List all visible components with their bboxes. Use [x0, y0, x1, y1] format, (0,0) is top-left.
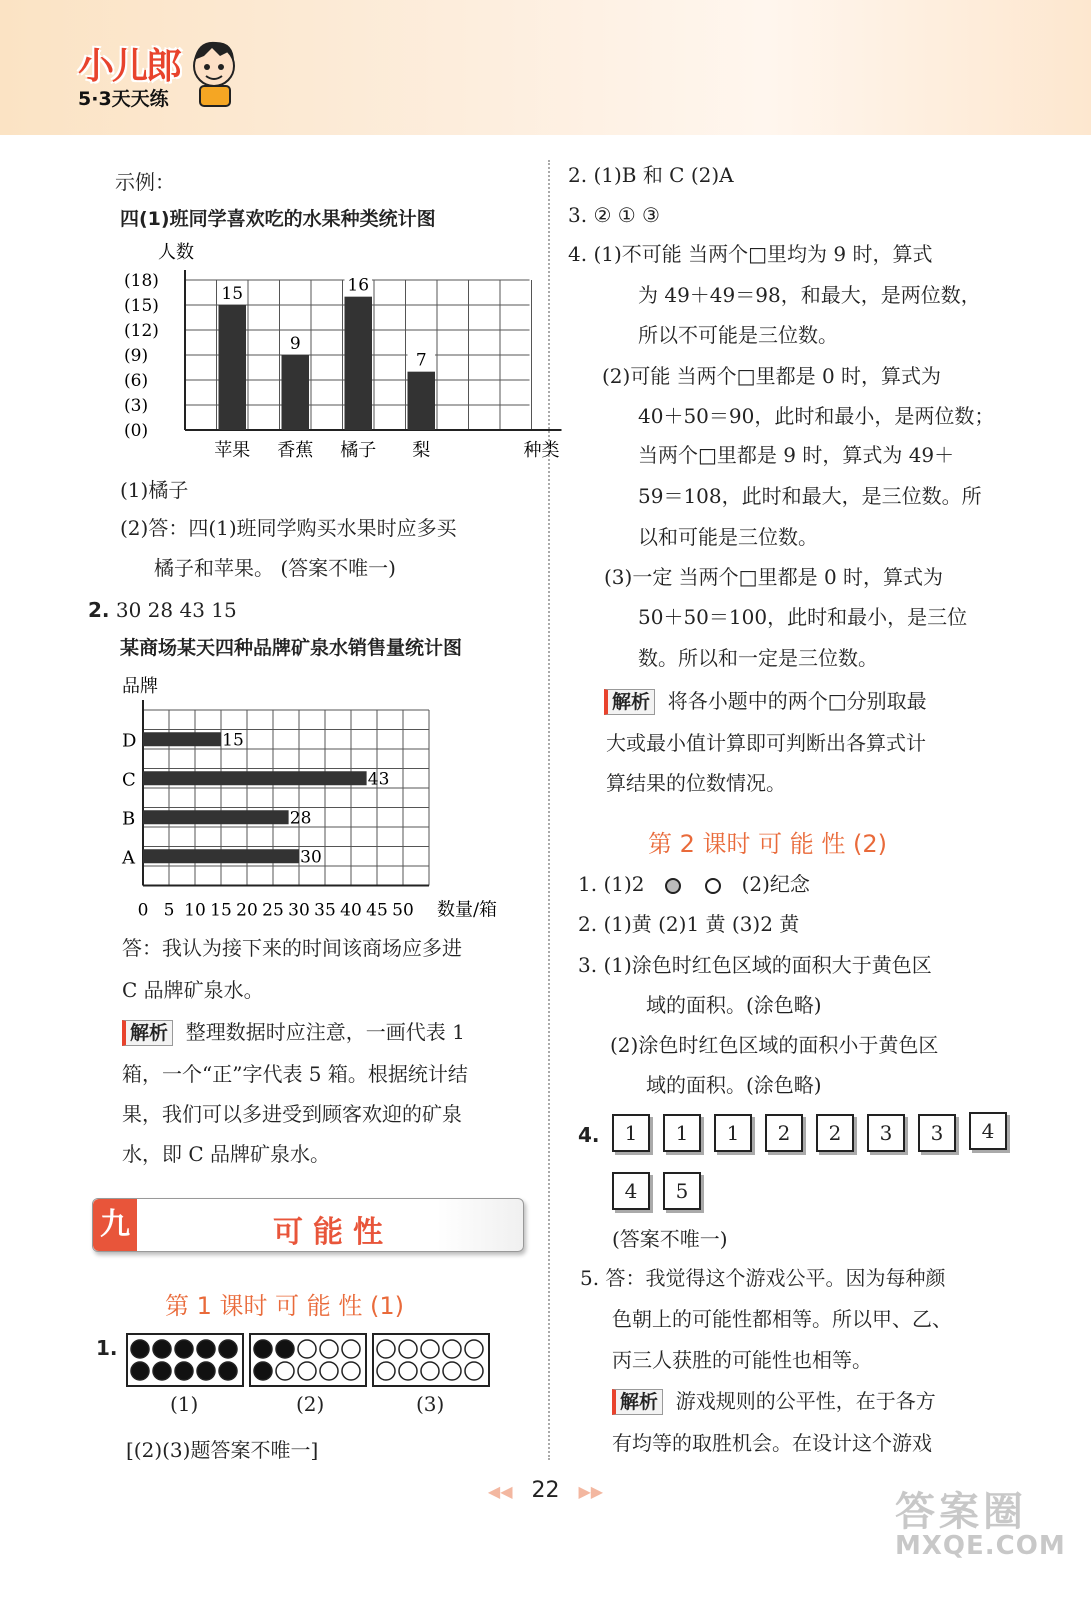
- right-arrows-icon: ▶▶: [578, 1482, 604, 1501]
- lesson2-title: 第 2 课时 可 能 性 (2): [648, 830, 888, 858]
- black-ball-icon: [197, 1362, 215, 1380]
- black-ball-icon: [131, 1340, 149, 1358]
- q1-answer-1: (1)橘子: [120, 478, 189, 502]
- bar: [143, 771, 367, 785]
- white-ball-icon: [399, 1362, 417, 1380]
- black-ball-icon: [153, 1362, 171, 1380]
- analysis4-line1: 将各小题中的两个□分别取最: [667, 689, 927, 713]
- x-tick-label: 40: [340, 900, 362, 921]
- black-ball-icon: [175, 1362, 193, 1380]
- x-axis-label: 种类: [523, 440, 560, 461]
- s1-text-a: 1. (1)2: [578, 872, 645, 896]
- r-q3: 3. ② ① ③: [568, 203, 660, 227]
- r-q2: 2. (1)B 和 C (2)A: [568, 163, 734, 187]
- x-tick-label: 35: [314, 900, 336, 921]
- analysis5-line2: 有均等的取胜机会。在设计这个游戏: [612, 1431, 932, 1455]
- white-ball-icon: [377, 1362, 395, 1380]
- q1-answer-2b: 橘子和苹果。 (答案不唯一): [154, 556, 396, 580]
- s1-text-b: (2)纪念: [741, 872, 810, 896]
- s4-note: (答案不唯一): [612, 1227, 728, 1251]
- white-ball-icon: [465, 1340, 483, 1358]
- black-ball-icon: [175, 1340, 193, 1358]
- black-ball-icon: [219, 1340, 237, 1358]
- page-header: [0, 0, 1091, 135]
- y-tick-label: A: [122, 847, 135, 869]
- answer2-line2: C 品牌矿泉水。: [122, 978, 264, 1002]
- y-tick-label: (9): [124, 346, 149, 366]
- r-q4-2a: (2)可能 当两个□里都是 0 时，算式为: [602, 364, 942, 388]
- s3-2b: 域的面积。(涂色略): [646, 1073, 822, 1097]
- x-tick-label: 25: [262, 900, 284, 921]
- column-divider: [548, 160, 550, 1460]
- water-bar-chart: [110, 668, 510, 921]
- analysis-badge-r2: 解析: [612, 1389, 663, 1415]
- black-ball-icon: [219, 1362, 237, 1380]
- watermark: 答案圈 MXQE.COM: [895, 1489, 1066, 1561]
- bar: [282, 355, 310, 430]
- q9-1-number: 1.: [96, 1336, 118, 1360]
- x-axis-label: 数量/箱: [436, 899, 498, 921]
- s4-number: 4.: [578, 1123, 600, 1147]
- card: 4: [612, 1172, 650, 1210]
- y-tick-label: (6): [124, 371, 149, 391]
- card: 2: [816, 1114, 854, 1152]
- x-tick-label: 45: [366, 900, 388, 921]
- q2-values: 30 28 43 15: [115, 598, 237, 622]
- analysis-badge-r1: 解析: [604, 689, 655, 715]
- s3-1a: 3. (1)涂色时红色区域的面积大于黄色区: [578, 953, 932, 977]
- bar: [219, 305, 247, 430]
- r-q4-1b: 为 49＋49＝98，和最大，是两位数，: [638, 283, 981, 307]
- white-ball-icon: [443, 1362, 461, 1380]
- mascot-icon: [188, 36, 244, 108]
- chapter-number: 九: [93, 1199, 137, 1251]
- white-ball-icon: [342, 1340, 360, 1358]
- bar: [345, 297, 373, 430]
- x-tick-label: 0: [137, 900, 149, 921]
- bar-value-label: 9: [289, 334, 301, 354]
- y-tick-label: (12): [124, 321, 159, 341]
- card: 3: [918, 1114, 956, 1152]
- bar-value-label: 15: [222, 730, 244, 751]
- chart2-title: 某商场某天四种品牌矿泉水销售量统计图: [120, 637, 463, 659]
- note-text: [(2)(3)题答案不唯一]: [126, 1438, 319, 1462]
- white-circle-icon: [705, 878, 721, 894]
- analysis2-line2: 箱，一个“正”字代表 5 箱。根据统计结: [122, 1062, 468, 1086]
- white-ball-icon: [276, 1362, 294, 1380]
- r-q4-3c: 数。所以和一定是三位数。: [638, 646, 878, 670]
- black-ball-icon: [254, 1362, 272, 1380]
- r-q4-1a: 4. (1)不可能 当两个□里均为 9 时，算式: [568, 242, 933, 266]
- x-tick-label: 30: [288, 900, 310, 921]
- bar-value-label: 28: [289, 808, 312, 829]
- r-q4-2b: 40＋50＝90，此时和最小，是两位数；: [638, 404, 995, 428]
- analysis4-line3: 算结果的位数情况。: [606, 771, 786, 795]
- q2-number: 2.: [88, 598, 110, 622]
- analysis4-line2: 大或最小值计算即可判断出各算式计: [606, 731, 926, 755]
- x-tick-label: 橘子: [340, 440, 377, 461]
- white-ball-icon: [377, 1340, 395, 1358]
- box-label-2: (2): [296, 1392, 325, 1416]
- analysis2-line4: 水，即 C 品牌矿泉水。: [122, 1142, 331, 1166]
- card: 1: [663, 1114, 701, 1152]
- answer2-line1: 答：我认为接下来的时间该商场应多进: [122, 936, 462, 960]
- y-tick-label: B: [122, 808, 136, 830]
- s2-text: 2. (1)黄 (2)1 黄 (3)2 黄: [578, 912, 800, 936]
- black-ball-icon: [153, 1340, 171, 1358]
- ball-boxes: [126, 1332, 496, 1390]
- logo-subtitle: 5·3天天练: [78, 88, 169, 110]
- bar: [143, 732, 221, 746]
- box-label-3: (3): [416, 1392, 445, 1416]
- s5-line1: 5. 答：我觉得这个游戏公平。因为每种颜: [580, 1266, 946, 1290]
- page-number: 22: [531, 1478, 560, 1503]
- gray-circle-icon: [665, 878, 681, 894]
- chart1-title: 四(1)班同学喜欢吃的水果种类统计图: [120, 208, 436, 230]
- card: 1: [714, 1114, 752, 1152]
- y-tick-label: (0): [124, 421, 149, 441]
- card: 5: [663, 1172, 701, 1210]
- analysis2-line1: 整理数据时应注意，一画代表 1: [185, 1020, 465, 1044]
- s5-line2: 色朝上的可能性都相等。所以甲、乙、: [612, 1307, 952, 1331]
- box-label-1: (1): [170, 1392, 199, 1416]
- q1-answer-2a: (2)答：四(1)班同学购买水果时应多买: [120, 516, 457, 540]
- y-tick-label: C: [122, 769, 136, 791]
- bar-value-label: 16: [347, 275, 370, 296]
- bar: [408, 372, 436, 430]
- r-q4-1c: 所以不可能是三位数。: [638, 323, 838, 347]
- chapter-banner: [92, 1198, 524, 1252]
- white-ball-icon: [298, 1362, 316, 1380]
- white-ball-icon: [421, 1362, 439, 1380]
- card: 2: [765, 1114, 803, 1152]
- left-arrows-icon: ◀◀: [487, 1482, 513, 1501]
- white-ball-icon: [298, 1340, 316, 1358]
- card: 1: [612, 1114, 650, 1152]
- x-tick-label: 50: [392, 900, 414, 921]
- black-ball-icon: [131, 1362, 149, 1380]
- logo-title: 小儿郎: [78, 46, 181, 87]
- y-tick-label: (18): [124, 271, 159, 291]
- white-ball-icon: [465, 1362, 483, 1380]
- chapter-title: 可能性: [273, 1215, 393, 1250]
- x-tick-label: 梨: [412, 440, 431, 461]
- r-q4-2c: 当两个□里都是 9 时，算式为 49＋: [638, 443, 955, 467]
- black-ball-icon: [254, 1340, 272, 1358]
- s3-2a: (2)涂色时红色区域的面积小于黄色区: [610, 1033, 939, 1057]
- y-tick-label: D: [122, 730, 137, 752]
- card: 4: [969, 1112, 1007, 1150]
- example-label: 示例：: [115, 170, 175, 194]
- r-q4-3a: (3)一定 当两个□里都是 0 时，算式为: [604, 565, 944, 589]
- x-tick-label: 20: [236, 900, 258, 921]
- x-tick-label: 15: [210, 900, 232, 921]
- y-tick-label: (15): [124, 296, 159, 316]
- white-ball-icon: [342, 1362, 360, 1380]
- r-q4-2e: 以和可能是三位数。: [638, 525, 818, 549]
- black-ball-icon: [276, 1340, 294, 1358]
- r-q4-3b: 50＋50＝100，此时和最小，是三位: [638, 605, 968, 629]
- bar: [143, 849, 299, 863]
- bar-value-label: 15: [221, 284, 244, 304]
- x-tick-label: 苹果: [214, 440, 251, 461]
- analysis5-line1: 游戏规则的公平性，在于各方: [675, 1389, 936, 1413]
- y-tick-label: (3): [124, 396, 149, 416]
- s5-line3: 丙三人获胜的可能性也相等。: [612, 1348, 872, 1372]
- fruit-bar-chart: [110, 238, 560, 468]
- analysis-badge: 解析: [122, 1020, 173, 1046]
- y-axis-label: 品牌: [122, 676, 158, 697]
- black-ball-icon: [197, 1340, 215, 1358]
- analysis2-line3: 果，我们可以多进受到顾客欢迎的矿泉: [122, 1102, 462, 1126]
- y-axis-label: 人数: [158, 242, 194, 263]
- white-ball-icon: [320, 1340, 338, 1358]
- bar-value-label: 43: [367, 769, 390, 790]
- lesson1-title: 第 1 课时 可 能 性 (1): [165, 1292, 405, 1320]
- x-tick-label: 5: [163, 900, 175, 921]
- bar: [143, 810, 289, 824]
- bar-value-label: 30: [300, 847, 322, 868]
- x-tick-label: 10: [184, 900, 206, 921]
- white-ball-icon: [399, 1340, 417, 1358]
- s3-1b: 域的面积。(涂色略): [646, 993, 822, 1017]
- white-ball-icon: [320, 1362, 338, 1380]
- white-ball-icon: [443, 1340, 461, 1358]
- card: 3: [867, 1114, 905, 1152]
- white-ball-icon: [421, 1340, 439, 1358]
- r-q4-2d: 59＝108，此时和最大，是三位数。所: [638, 484, 982, 508]
- x-tick-label: 香蕉: [277, 440, 314, 461]
- bar-value-label: 7: [415, 350, 427, 371]
